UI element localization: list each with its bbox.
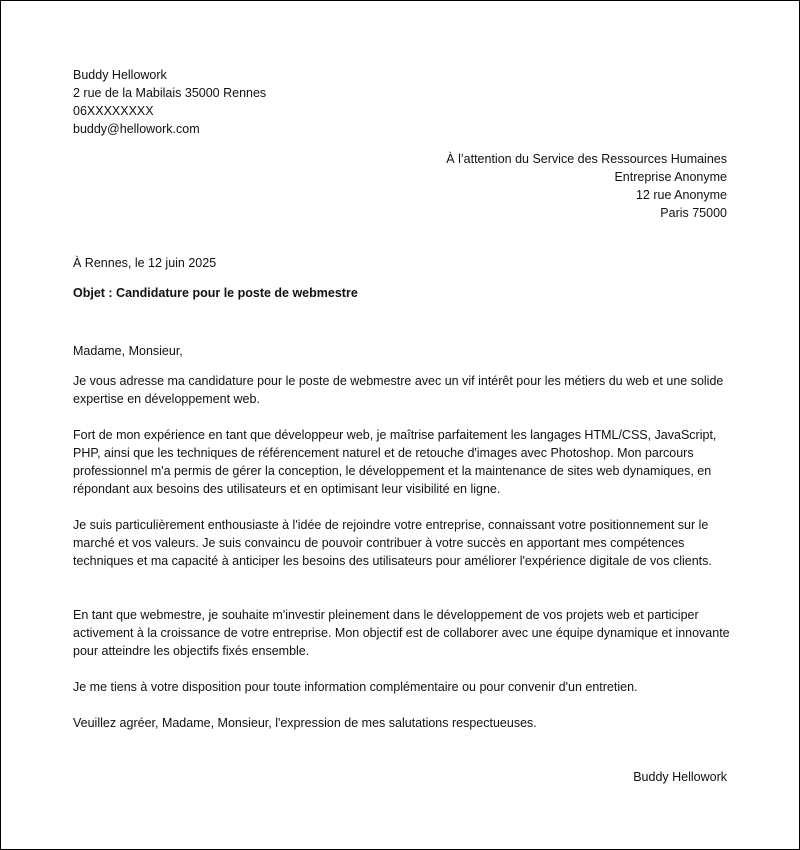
closing-paragraph: Veuillez agréer, Madame, Monsieur, l'expression de mes salutations respectueuses. [73, 716, 537, 730]
recipient-street: 12 rue Anonyme [635, 188, 727, 202]
body-paragraph: En tant que webmestre, je souhaite m'investir pleinement dans le développement de vos projets web et participer activement à la croissance de votre entreprise. Mon objectif est de collaborer avec une équipe dynamique et innovante pour atteindre les objectifs fixés ensemble. [73, 608, 730, 658]
sender-phone: 06XXXXXXXX [73, 104, 154, 118]
body-paragraph: Je me tiens à votre disposition pour toute information complémentaire ou pour convenir d'un entretien. [73, 680, 638, 694]
sender-address: 2 rue de la Mabilais 35000 Rennes [73, 86, 267, 100]
sender-name: Buddy Hellowork [73, 68, 167, 82]
recipient-attention: À l’attention du Service des Ressources Humaines [446, 152, 727, 166]
salutation: Madame, Monsieur, [73, 344, 183, 358]
body-paragraph: Fort de mon expérience en tant que développeur web, je maîtrise parfaitement les langages HTML/CSS, JavaScript, PHP, ainsi que les techniques de référencement naturel et de retouche d'images avec Photoshop. Mon parcours professionnel m'a permis de gérer la conception, le développement et la maintenance de sites web dynamiques, en répondant aux besoins des utilisateurs et en optimisant leur visibilité en ligne. [73, 428, 717, 496]
recipient-city: Paris 75000 [660, 206, 727, 220]
signature: Buddy Hellowork [633, 770, 727, 784]
date-line: À Rennes, le 12 juin 2025 [73, 256, 217, 270]
subject-line: Objet : Candidature pour le poste de webmestre [73, 286, 358, 300]
body-paragraph: Je vous adresse ma candidature pour le poste de webmestre avec un vif intérêt pour les métiers du web et une solide expertise en développement web. [73, 374, 724, 406]
body-paragraph: Je suis particulièrement enthousiaste à l'idée de rejoindre votre entreprise, connaissant votre positionnement sur le marché et vos valeurs. Je suis convaincu de pouvoir contribuer à votre succès en apportant mes compétences techniques et ma capacité à anticiper les besoins des utilisateurs pour améliorer l'expérience digitale de vos clients. [73, 518, 712, 568]
recipient-company: Entreprise Anonyme [614, 170, 727, 184]
sender-email: buddy@hellowork.com [73, 122, 200, 136]
